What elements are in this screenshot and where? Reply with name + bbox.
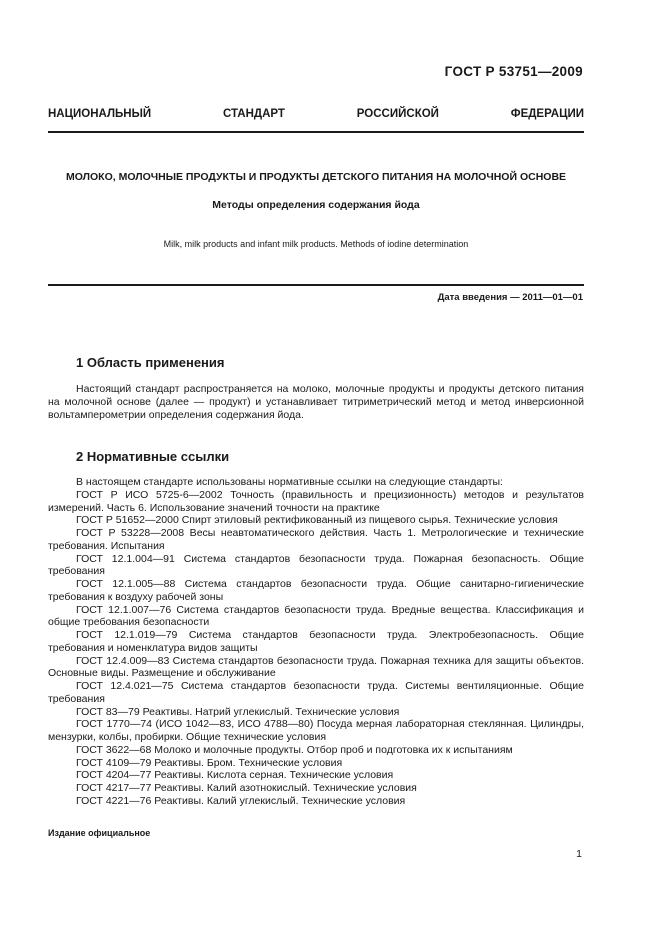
- reference-item: ГОСТ 12.4.021—75 Система стандартов безопасности труда. Системы вентиляционные. Общие требования: [48, 680, 584, 705]
- reference-item: ГОСТ 4109—79 Реактивы. Бром. Технические условия: [76, 756, 343, 769]
- english-title: Milk, milk products and infant milk products. Methods of iodine determination: [163, 239, 469, 249]
- banner-word: СТАНДАРТ: [222, 108, 285, 120]
- document-id: ГОСТ Р 53751—2009: [444, 64, 583, 79]
- reference-item: ГОСТ 4217—77 Реактивы. Калий азотнокислый. Технические условия: [76, 782, 417, 794]
- reference-item: ГОСТ 3622—68 Молоко и молочные продукты. Отбор проб и подготовка их к испытаниям: [76, 743, 513, 756]
- reference-item: ГОСТ 12.4.009—83 Система стандартов безопасности труда. Пожарная техника для защиты объектов. Основные виды. Размещение и обслуживание: [48, 654, 584, 680]
- header-rule: [48, 131, 584, 133]
- document-subtitle: Методы определения содержания йода: [212, 199, 420, 211]
- section-1-heading: 1 Область применения: [76, 355, 225, 370]
- reference-item: ГОСТ 12.1.019—79 Система стандартов безопасности труда. Электробезопасность. Общие требования и номенклатура видов защиты: [48, 629, 584, 654]
- normative-references-list: [48, 476, 584, 808]
- reference-item: ГОСТ 12.1.007—76 Система стандартов безопасности труда. Вредные вещества. Классификация и общие требования безопасности: [48, 603, 584, 629]
- national-standard-banner: [48, 108, 584, 120]
- reference-item: ГОСТ 83—79 Реактивы. Натрий углекислый. Технические условия: [76, 705, 400, 718]
- banner-word: НАЦИОНАЛЬНЫЙ: [48, 108, 152, 120]
- page-number: 1: [576, 848, 582, 860]
- reference-item: ГОСТ 4204—77 Реактивы. Кислота серная. Технические условия: [76, 769, 394, 782]
- introduction-date: Дата введения — 2011—01—01: [437, 292, 583, 303]
- section-2-heading: 2 Нормативные ссылки: [76, 449, 230, 464]
- reference-item: ГОСТ Р ИСО 5725-6—2002 Точность (правильность и прецизионность) методов и результатов измерений. Часть 6. Использование значений точности на практике: [48, 488, 584, 514]
- banner-word: ФЕДЕРАЦИИ: [510, 108, 584, 120]
- reference-item: ГОСТ 1770—74 (ИСО 1042—83, ИСО 4788—80) Посуда мерная лабораторная стеклянная. Цилиндры, мензурки, колбы, пробирки. Общие технические условия: [48, 718, 584, 743]
- reference-item: ГОСТ Р 51652—2000 Спирт этиловый ректификованный из пищевого сырья. Технические условия: [76, 514, 558, 527]
- document-title: МОЛОКО, МОЛОЧНЫЕ ПРОДУКТЫ И ПРОДУКТЫ ДЕТСКОГО ПИТАНИЯ НА МОЛОЧНОЙ ОСНОВЕ: [65, 171, 567, 183]
- reference-intro: В настоящем стандарте использованы нормативные ссылки на следующие стандарты:: [76, 476, 503, 488]
- official-edition-label: Издание официальное: [48, 828, 151, 838]
- title-rule: [48, 284, 584, 286]
- banner-word: РОССИЙСКОЙ: [356, 108, 439, 120]
- reference-item: ГОСТ 4221—76 Реактивы. Калий углекислый. Технические условия: [76, 794, 406, 807]
- reference-item: ГОСТ 12.1.004—91 Система стандартов безопасности труда. Пожарная безопасность. Общие требования: [48, 552, 584, 578]
- section-1-text: Настоящий стандарт распространяется на молоко, молочные продукты и продукты детского питания на молочной основе (далее — продукт) и устанавливает титриметрический метод и метод инверсионной вольтамперометрии определения содержания йода.: [48, 383, 584, 421]
- reference-item: ГОСТ Р 53228—2008 Весы неавтоматического действия. Часть 1. Метрологические и технические требования. Испытания: [48, 527, 584, 552]
- reference-item: ГОСТ 12.1.005—88 Система стандартов безопасности труда. Общие санитарно-гигиенические требования к воздуху рабочей зоны: [48, 578, 584, 603]
